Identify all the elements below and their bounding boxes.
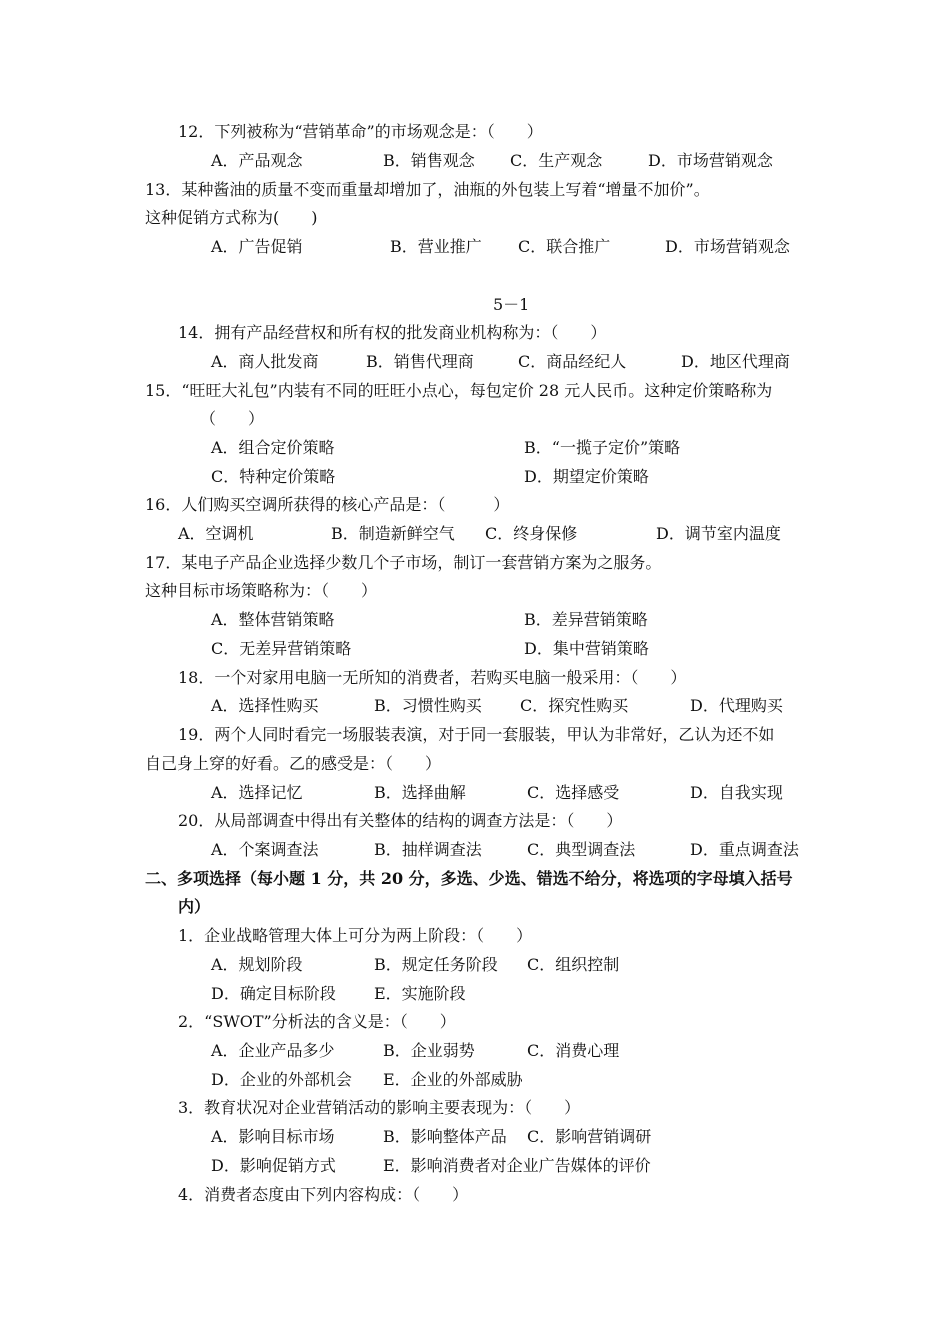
text-line: 5－1 xyxy=(493,295,530,314)
text-line: 自己身上穿的好看。乙的感受是：（ ） xyxy=(145,754,442,773)
text-line: C．特种定价策略 xyxy=(211,467,336,486)
text-line: C．联合推广 xyxy=(518,237,611,256)
text-line: D．自我实现 xyxy=(690,783,783,802)
text-line: B．影响整体产品 xyxy=(383,1127,507,1146)
text-line: E．实施阶段 xyxy=(374,984,466,1003)
text-line: C．典型调查法 xyxy=(527,840,636,859)
text-line: 17．某电子产品企业选择少数几个子市场，制订一套营销方案为之服务。 xyxy=(145,553,662,572)
text-line: C．消费心理 xyxy=(527,1041,620,1060)
text-line: D．确定目标阶段 xyxy=(211,984,336,1003)
text-line: 二、多项选择（每小题 1 分，共 20 分，多选、少选、错选不给分，将选项的字母填入括号 xyxy=(145,869,793,888)
text-line: D．重点调查法 xyxy=(690,840,799,859)
text-line: B．销售代理商 xyxy=(366,352,474,371)
text-line: A．产品观念 xyxy=(211,151,303,170)
text-line: A．影响目标市场 xyxy=(211,1127,335,1146)
text-line: 16．人们购买空调所获得的核心产品是：（ ） xyxy=(145,495,510,514)
text-line: 这种促销方式称为( ) xyxy=(145,208,318,227)
text-line: B．企业弱势 xyxy=(383,1041,475,1060)
text-line: C．影响营销调研 xyxy=(527,1127,652,1146)
text-line: C．选择感受 xyxy=(527,783,620,802)
text-line: C．商品经纪人 xyxy=(518,352,627,371)
text-line: B．习惯性购买 xyxy=(374,696,482,715)
text-line: 2．“SWOT”分析法的含义是：（ ） xyxy=(178,1012,456,1031)
text-line: D．集中营销策略 xyxy=(524,639,649,658)
text-line: B．“一揽子定价”策略 xyxy=(524,438,681,457)
text-line: B．差异营销策略 xyxy=(524,610,648,629)
text-line: A．个案调查法 xyxy=(211,840,319,859)
text-line: B．制造新鲜空气 xyxy=(331,524,455,543)
text-line: 13．某种酱油的质量不变而重量却增加了，油瓶的外包装上写着“增量不加价”。 xyxy=(145,180,710,199)
text-line: 15．“旺旺大礼包”内装有不同的旺旺小点心，每包定价 28 元人民币。这种定价策略称为 xyxy=(145,381,773,400)
text-line: A．空调机 xyxy=(178,524,254,543)
text-line: B．选择曲解 xyxy=(374,783,466,802)
text-line: B．销售观念 xyxy=(383,151,475,170)
text-line: E．企业的外部威胁 xyxy=(383,1070,523,1089)
text-line: A．选择记忆 xyxy=(211,783,303,802)
text-line: 14．拥有产品经营权和所有权的批发商业机构称为：（ ） xyxy=(178,323,607,342)
text-line: E．影响消费者对企业广告媒体的评价 xyxy=(383,1156,651,1175)
text-line: C．组织控制 xyxy=(527,955,620,974)
text-line: B．规定任务阶段 xyxy=(374,955,498,974)
text-line: A．企业产品多少 xyxy=(211,1041,335,1060)
text-line: B．营业推广 xyxy=(390,237,482,256)
text-line: 20．从局部调查中得出有关整体的结构的调查方法是：（ ） xyxy=(178,811,623,830)
text-line: B．抽样调查法 xyxy=(374,840,482,859)
text-line: C．终身保修 xyxy=(485,524,578,543)
text-line: D．期望定价策略 xyxy=(524,467,649,486)
text-line: A．组合定价策略 xyxy=(211,438,335,457)
text-line: 这种目标市场策略称为：（ ） xyxy=(145,581,378,600)
text-line: 18．一个对家用电脑一无所知的消费者，若购买电脑一般采用：（ ） xyxy=(178,668,687,687)
text-line: A．规划阶段 xyxy=(211,955,303,974)
text-line: 4．消费者态度由下列内容构成：（ ） xyxy=(178,1185,469,1204)
text-line: D．市场营销观念 xyxy=(665,237,790,256)
text-line: D．代理购买 xyxy=(690,696,783,715)
text-line: A．整体营销策略 xyxy=(211,610,335,629)
text-line: 19．两个人同时看完一场服装表演，对于同一套服装，甲认为非常好，乙认为还不如 xyxy=(178,725,775,744)
text-line: D．企业的外部机会 xyxy=(211,1070,352,1089)
text-line: 1．企业战略管理大体上可分为两上阶段：（ ） xyxy=(178,926,533,945)
text-line: C．无差异营销策略 xyxy=(211,639,352,658)
text-line: （ ） xyxy=(200,409,265,428)
text-line: C．探究性购买 xyxy=(520,696,629,715)
text-line: D．市场营销观念 xyxy=(648,151,773,170)
text-line: A．商人批发商 xyxy=(211,352,319,371)
text-line: D．地区代理商 xyxy=(681,352,790,371)
text-line: 3．教育状况对企业营销活动的影响主要表现为：（ ） xyxy=(178,1098,581,1117)
text-line: C．生产观念 xyxy=(510,151,603,170)
text-line: D．影响促销方式 xyxy=(211,1156,336,1175)
text-line: A．广告促销 xyxy=(211,237,303,256)
text-line: D．调节室内温度 xyxy=(656,524,781,543)
text-line: 12．下列被称为“营销革命”的市场观念是：（ ） xyxy=(178,122,543,141)
text-line: A．选择性购买 xyxy=(211,696,319,715)
text-line: 内） xyxy=(178,897,211,916)
